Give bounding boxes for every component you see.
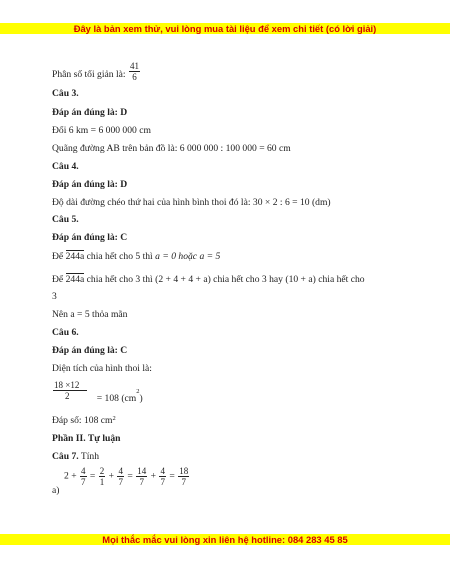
question-4-answer: Đáp án đúng là: D <box>52 179 128 190</box>
question-6-line-1: Diện tích của hình thoi là: <box>52 363 152 374</box>
question-5-line-2: Để 244a chia hết cho 3 thì (2 + 4 + 4 + a) chia hết cho 3 hay (10 + a) chia hết cho <box>52 274 365 285</box>
area-fraction: $\frac{18 \times 12}{2}$ <box>53 380 87 401</box>
simplified-fraction-label: Phân số tối giản là: <box>52 69 126 80</box>
question-5-line-2-cont: 3 <box>52 291 57 302</box>
simplified-fraction: $\frac{41}{6}$ <box>129 61 139 82</box>
question-4-line-1: Độ dài đường chéo thứ hai của hình bình thoi đó là: 30 × 2 : 6 = 10 (dm) <box>52 197 331 208</box>
simplified-fraction-line <box>52 61 141 82</box>
question-3-line-1: Đổi 6 km = 6 000 000 cm <box>52 125 151 136</box>
question-6-result: Đáp số: 108 $cm^2$ <box>52 415 116 426</box>
question-3-line-2: Quãng đường AB trên bản đồ là: 6 000 000 : 100 000 = 60 cm <box>52 143 291 154</box>
question-6-title: Câu 6. <box>52 327 79 338</box>
question-6-area-equation: $\frac{18 \times 12}{2}$ = 108 $(cm^2)$ <box>54 380 143 404</box>
part-a-label: a) <box>52 485 60 496</box>
question-6-answer: Đáp án đúng là: C <box>52 345 128 356</box>
question-5-answer: Đáp án đúng là: C <box>52 232 128 243</box>
question-5-line-1: Để 244a chia hết cho 5 thì a = 0 hoặc a = 5 <box>52 251 221 262</box>
hotline-banner: Mọi thắc mắc vui lòng xin liên hệ hotline: 084 283 45 85 <box>0 534 450 545</box>
question-3-title: Câu 3. <box>52 88 79 99</box>
part-2-title: Phần II. Tự luận <box>52 433 121 444</box>
question-7-heading: Câu 7. Tính <box>52 451 100 462</box>
question-3-answer: Đáp án đúng là: D <box>52 107 128 118</box>
preview-notice-banner: Đây là bản xem thử, vui lòng mua tài liệu để xem chi tiết (có lời giải) <box>0 23 450 34</box>
number-244a: 244a <box>65 274 85 285</box>
question-5-line-3: Nên a = 5 thỏa mãn <box>52 309 128 320</box>
question-4-title: Câu 4. <box>52 161 79 172</box>
part-a-expression: 2 + $\frac{4}{7}$ = $\frac{2}{1}$ + $\frac{4}{7}$ = $\frac{14}{7}$ + $\frac{4}{7}$ = $\frac{18}{7}$ <box>64 466 189 487</box>
question-5-title: Câu 5. <box>52 214 79 225</box>
number-244a: 244a <box>65 251 85 262</box>
